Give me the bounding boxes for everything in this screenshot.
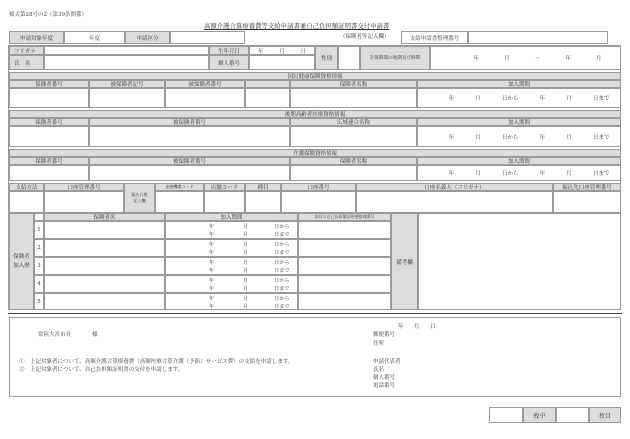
le-period-field[interactable]: 年 月 日から 年 月 日まで xyxy=(417,126,621,147)
period-to-year: 年 xyxy=(209,286,215,292)
period-from-label: 日から xyxy=(274,260,290,266)
representative-label: 申請代表者 xyxy=(373,359,401,365)
branch-code-label: 店舗コード xyxy=(204,183,245,191)
rep-name-label: 氏名 xyxy=(373,367,385,373)
period-to-label: 日まで xyxy=(274,232,290,238)
history-insurer-name-field[interactable] xyxy=(44,275,165,293)
history-period-header: 加入期間 xyxy=(165,213,298,221)
application-type-label: 申請区分 xyxy=(125,31,170,44)
history-cert-number-header: 添付の自己負担額証明書整理番号 xyxy=(298,213,391,221)
name-label: 氏 名 xyxy=(9,55,44,70)
furigana-field[interactable] xyxy=(44,46,209,55)
history-row-number: 5 xyxy=(34,293,44,310)
remarks-field[interactable] xyxy=(418,213,621,310)
ci-insurer-name-field[interactable] xyxy=(290,165,417,181)
history-insurer-name-field[interactable] xyxy=(44,221,165,239)
period-to-label: 日まで xyxy=(274,250,290,256)
sheet-number-field[interactable] xyxy=(556,407,589,423)
period-from-line: 年 xyxy=(209,224,215,230)
remarks-label: 備考欄 xyxy=(391,213,418,310)
postal-code-label: 郵便番号 xyxy=(373,332,396,338)
period-from-year: 年 xyxy=(209,278,215,284)
national-health-section-title: 国民健康保険資格情報 xyxy=(9,72,621,80)
form-number: 様式第28号の2（第39条関係） xyxy=(9,12,87,18)
nh-insurer-name-field[interactable] xyxy=(290,88,417,108)
period-month: 月 xyxy=(243,224,249,230)
account-type-label: 種目 xyxy=(245,183,281,191)
total-sheets-field[interactable] xyxy=(489,407,523,423)
payment-method-field[interactable] xyxy=(9,191,44,213)
sheet-number-label: 枚目 xyxy=(589,407,621,423)
history-cert-number-field[interactable] xyxy=(298,221,391,239)
period-from-label: 日から xyxy=(274,224,290,230)
period-from-year: 年 xyxy=(209,260,215,266)
le-col-period: 加入期間 xyxy=(417,118,621,126)
period-to-label: 日まで xyxy=(274,304,290,310)
personal-number-field[interactable] xyxy=(249,55,315,70)
history-insurer-name-field[interactable] xyxy=(44,257,165,275)
statement-1: ① 上記対象者について、高額介護合算療養費（高額医療合算介護（予防）サービス費）の支給を申請します。 xyxy=(19,359,294,365)
birthdate-label: 生年月日 xyxy=(209,46,249,55)
history-no-header xyxy=(34,213,44,221)
history-insurer-name-field[interactable] xyxy=(44,239,165,257)
nh-col-blank xyxy=(245,80,290,88)
birthdate-field[interactable]: 年 月 日 xyxy=(249,46,315,55)
application-type-field[interactable] xyxy=(170,31,245,44)
period-from-year: 年 xyxy=(209,242,215,248)
bank-code-field[interactable] xyxy=(155,191,204,213)
transfer-account-label: 振込口座記入欄 xyxy=(124,183,155,213)
nh-blank-field[interactable] xyxy=(245,88,290,108)
ci-col-insurer-number: 保険者番号 xyxy=(9,157,89,165)
personal-number-label: 個人番号 xyxy=(209,55,249,70)
period-to-month: 月 xyxy=(243,232,249,238)
honorific: 様 xyxy=(92,332,98,338)
period-to-year: 年 xyxy=(209,232,215,238)
rep-personal-number-label: 個人番号 xyxy=(373,375,396,381)
le-col-insurer-number: 保険者番号 xyxy=(9,118,89,126)
gender-label: 性別 xyxy=(315,46,338,70)
ci-period-field[interactable]: 年 月 日から 年 月 日まで xyxy=(417,165,621,181)
nh-period-field[interactable]: 年 月 日から 年 月 日まで xyxy=(417,88,621,108)
insurer-entry-note: （保険者等記入欄） xyxy=(340,34,390,40)
insurer-history-label: 保険者加入歴 xyxy=(9,213,34,310)
ci-insurer-number-field[interactable] xyxy=(9,165,89,181)
nh-col-insurer-name: 保険者名称 xyxy=(290,80,417,88)
account-number-field[interactable] xyxy=(281,191,356,213)
total-sheets-label: 枚中 xyxy=(523,407,556,423)
nh-insurer-number-field[interactable] xyxy=(9,88,89,108)
history-insurer-name-field[interactable] xyxy=(44,293,165,310)
period-to-month: 月 xyxy=(243,268,249,274)
period-month: 月 xyxy=(243,260,249,266)
period-to-label: 日まで xyxy=(274,268,290,274)
history-cert-number-field[interactable] xyxy=(298,257,391,275)
section-divider xyxy=(8,313,622,314)
furigana-label: フリガナ xyxy=(9,46,44,55)
payment-method-label: 支給方法 xyxy=(9,183,44,191)
period-month: 月 xyxy=(243,278,249,284)
branch-code-field[interactable] xyxy=(204,191,245,213)
period-to-month: 月 xyxy=(243,250,249,256)
application-number-label: 支給申請書整理番号 xyxy=(401,31,468,44)
application-number-field[interactable] xyxy=(468,31,608,44)
period-to-month: 月 xyxy=(243,304,249,310)
account-mgmt-field[interactable] xyxy=(44,191,124,213)
calc-period-field[interactable]: 年 月 〜 年 月 xyxy=(430,46,621,70)
period-to-month: 月 xyxy=(243,286,249,292)
account-number-label: 口座番号 xyxy=(281,183,356,191)
history-row-number: 4 xyxy=(34,275,44,293)
history-row-number: 2 xyxy=(34,239,44,257)
history-row-number: 3 xyxy=(34,257,44,275)
name-field[interactable] xyxy=(44,55,209,70)
period-to-year: 年 xyxy=(209,304,215,310)
history-cert-number-field[interactable] xyxy=(298,275,391,293)
dest-account-mgmt-field[interactable] xyxy=(553,191,621,213)
addressee: 常陸大宮市長 xyxy=(38,332,72,338)
period-from-label: 日から xyxy=(274,296,290,302)
calc-period-label: 計算期間の始期及び終期 xyxy=(360,46,430,70)
ci-col-insured-number: 被保険者番号 xyxy=(89,157,290,165)
le-col-insured-number: 被保険者番号 xyxy=(89,118,290,126)
care-insurance-section-title: 介護保険資格情報 xyxy=(9,149,621,157)
declaration-box xyxy=(9,317,621,397)
history-cert-number-field[interactable] xyxy=(298,293,391,310)
period-from-label: 日から xyxy=(274,278,290,284)
target-year-field[interactable]: 年度 xyxy=(64,31,125,44)
le-union-name-field[interactable] xyxy=(290,126,417,147)
account-mgmt-label: 口座管理番号 xyxy=(44,183,124,191)
address-label: 住所 xyxy=(373,341,385,347)
account-holder-field[interactable] xyxy=(356,191,553,213)
period-from-year: 年 xyxy=(209,296,215,302)
period-to-year: 年 xyxy=(209,268,215,274)
nh-col-period: 加入期間 xyxy=(417,80,621,88)
period-to-year: 年 xyxy=(209,250,215,256)
dest-account-mgmt-label: 振込先口座管理番号 xyxy=(553,183,621,191)
le-col-union-name: 広域連合名称 xyxy=(290,118,417,126)
nh-col-insured-number: 被保険者番号 xyxy=(165,80,245,88)
period-from-label: 日から xyxy=(274,242,290,248)
nh-col-insurer-number: 保険者番号 xyxy=(9,80,89,88)
nh-col-insured-symbol: 被保険者記号 xyxy=(89,80,165,88)
statement-2: ② 上記対象者について、自己負担額証明書の交付を申請します。 xyxy=(19,367,184,373)
bank-code-label: 金融機関コード xyxy=(155,183,204,191)
le-insured-number-field[interactable] xyxy=(89,126,290,147)
ci-insured-number-field[interactable] xyxy=(89,165,290,181)
nh-insured-number-field[interactable] xyxy=(165,88,245,108)
history-row-number: 1 xyxy=(34,221,44,239)
ci-col-period: 加入期間 xyxy=(417,157,621,165)
gender-field[interactable] xyxy=(338,46,360,70)
form-title: 高額介護合算療養費等支給申請書兼自己負担額証明書交付申請書 xyxy=(204,22,390,30)
late-elderly-section-title: 後期高齢者医療資格情報 xyxy=(9,110,621,118)
period-month: 月 xyxy=(243,242,249,248)
history-insurer-name-header: 保険者名 xyxy=(44,213,165,221)
rep-phone-label: 電話番号 xyxy=(373,383,396,389)
period-to-label: 日まで xyxy=(274,286,290,292)
history-cert-number-field[interactable] xyxy=(298,239,391,257)
account-holder-label: 口座名義人（フリガナ） xyxy=(356,183,553,191)
declaration-date: 年 月 日 xyxy=(398,324,436,330)
period-month: 月 xyxy=(243,296,249,302)
target-year-label: 申請対象年度 xyxy=(9,31,64,44)
le-insurer-number-field[interactable] xyxy=(9,126,89,147)
ci-col-insurer-name: 保険者名称 xyxy=(290,157,417,165)
nh-insured-symbol-field[interactable] xyxy=(89,88,165,108)
account-type-field[interactable] xyxy=(245,191,281,213)
